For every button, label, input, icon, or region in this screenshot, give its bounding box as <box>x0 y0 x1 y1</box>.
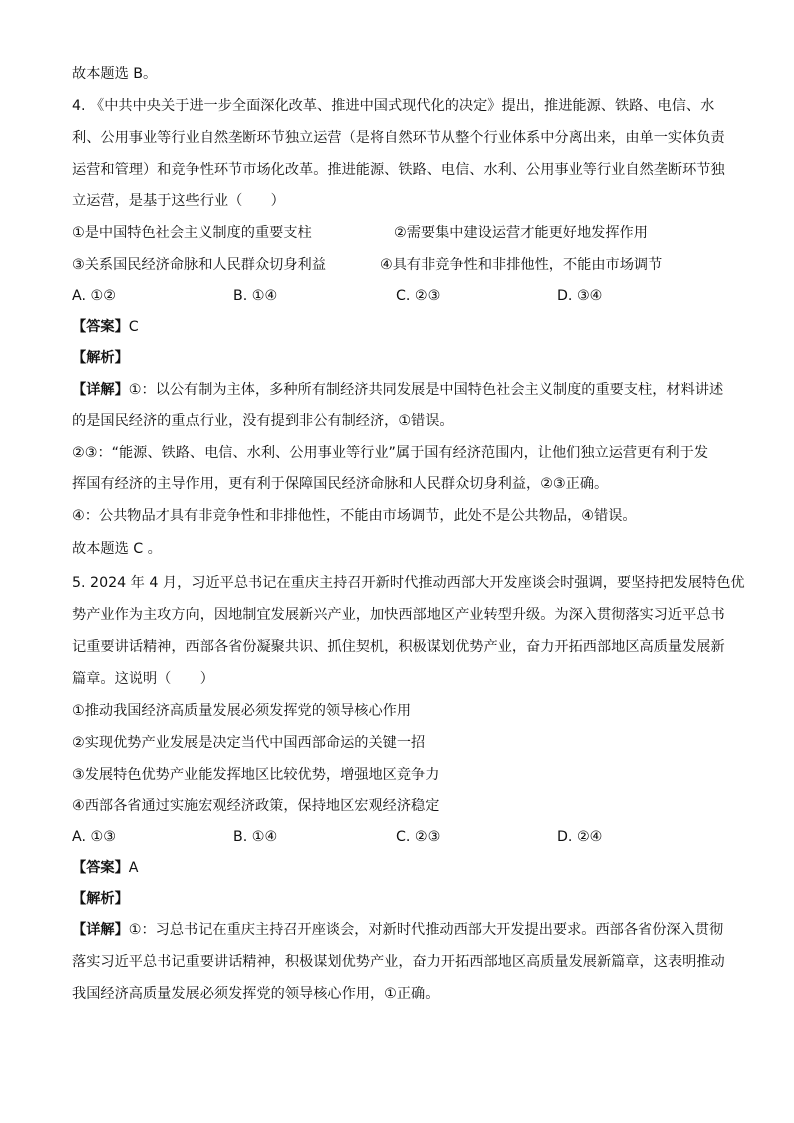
answer-label: 【答案】 <box>72 319 129 335</box>
q5-statement-2: ②实现优势产业发展是决定当代中国西部命运的关键一招 <box>72 735 426 751</box>
q5-statement-4: ④西部各省通过实施宏观经济政策，保持地区宏观经济稳定 <box>72 798 440 814</box>
answer-label: 【答案】 <box>72 860 129 876</box>
detail-label: 【详解】 <box>72 922 129 938</box>
detail-text: ①：以公有制为主体，多种所有制经济共同发展是中国特色社会主义制度的重要支柱，材料讲述 <box>128 382 724 398</box>
q5-option-b: B. ①④ <box>233 829 278 845</box>
detail-label: 【详解】 <box>72 382 129 398</box>
q4-option-c: C. ②③ <box>396 288 441 304</box>
q4-detail-line <box>72 381 723 399</box>
q5-option-c: C. ②③ <box>396 829 441 845</box>
q4-statement-2: ②需要集中建设运营才能更好地发挥作用 <box>394 225 648 241</box>
q4-analysis-label: 【解析】 <box>72 350 129 366</box>
q4-detail-line: ②③：“能源、铁路、电信、水利、公用事业等行业”属于国有经济范围内，让他们独立运营更有利于发 <box>72 445 709 461</box>
q5-answer <box>72 859 138 877</box>
q5-analysis-label: 【解析】 <box>72 891 129 907</box>
q5-detail-line <box>72 921 723 939</box>
q4-statement-1: ①是中国特色社会主义制度的重要支柱 <box>72 225 312 241</box>
q5-detail-line: 我国经济高质量发展必须发挥党的领导核心作用，①正确。 <box>72 986 440 1002</box>
q4-statement-3: ③关系国民经济命脉和人民群众切身利益 <box>72 257 326 273</box>
q4-stem-line: 运营和管理）和竞争性环节市场化改革。推进能源、铁路、电信、水利、公用事业等行业自然垄断环节独 <box>72 162 725 178</box>
q5-option-a: A. ①③ <box>72 829 116 845</box>
q4-option-a: A. ①② <box>72 288 116 304</box>
q5-stem-line: 5. 2024 年 4 月，习近平总书记在重庆主持召开新时代推动西部大开发座谈会时强调，要坚持把发展特色优 <box>72 575 745 591</box>
q4-detail-line: ④：公共物品才具有非竞争性和非排他性，不能由市场调节，此处不是公共物品，④错误。 <box>72 508 637 524</box>
q4-detail-line: 的是国民经济的重点行业，没有提到非公有制经济，①错误。 <box>72 413 454 429</box>
q5-stem-line: 记重要讲话精神，西部各省份凝聚共识、抓住契机，积极谋划优势产业，奋力开拓西部地区高质量发展新 <box>72 639 725 655</box>
q5-statement-3: ③发展特色优势产业能发挥地区比较优势，增强地区竞争力 <box>72 767 440 783</box>
q4-statement-4: ④具有非竞争性和非排他性，不能由市场调节 <box>380 257 663 273</box>
q5-stem-line: 篇章。这说明（ ） <box>72 671 214 687</box>
answer-value: A <box>128 860 139 876</box>
q5-detail-line: 落实习近平总书记重要讲话精神，积极谋划优势产业，奋力开拓西部地区高质量发展新篇章，这表明推动 <box>72 954 725 970</box>
q4-answer <box>72 318 139 336</box>
q5-option-d: D. ②④ <box>557 829 603 845</box>
q4-detail-line: 挥国有经济的主导作用，更有利于保障国民经济命脉和人民群众切身利益，②③正确。 <box>72 476 609 492</box>
q5-statement-1: ①推动我国经济高质量发展必须发挥党的领导核心作用 <box>72 703 412 719</box>
q4-conclusion: 故本题选 C 。 <box>72 541 162 557</box>
q5-stem-line: 势产业作为主攻方向，因地制宜发展新兴产业，加快西部地区产业转型升级。为深入贯彻落实习近平总书 <box>72 607 725 623</box>
detail-text: ①：习总书记在重庆主持召开座谈会，对新时代推动西部大开发提出要求。西部各省份深入贯彻 <box>128 922 724 938</box>
answer-value: C <box>128 319 139 335</box>
q4-option-b: B. ①④ <box>233 288 278 304</box>
q4-option-d: D. ③④ <box>557 288 603 304</box>
q4-stem-line: 立运营，是基于这些行业（ ） <box>72 193 285 209</box>
q3-conclusion: 故本题选 B。 <box>72 66 158 82</box>
q4-stem-line: 利、公用事业等行业自然垄断环节独立运营（是将自然环节从整个行业体系中分离出来，由单一实体负责 <box>72 130 725 146</box>
q4-stem-line: 4. 《中共中央关于进一步全面深化改革、推进中国式现代化的决定》提出，推进能源、铁路、电信、水 <box>72 98 715 114</box>
